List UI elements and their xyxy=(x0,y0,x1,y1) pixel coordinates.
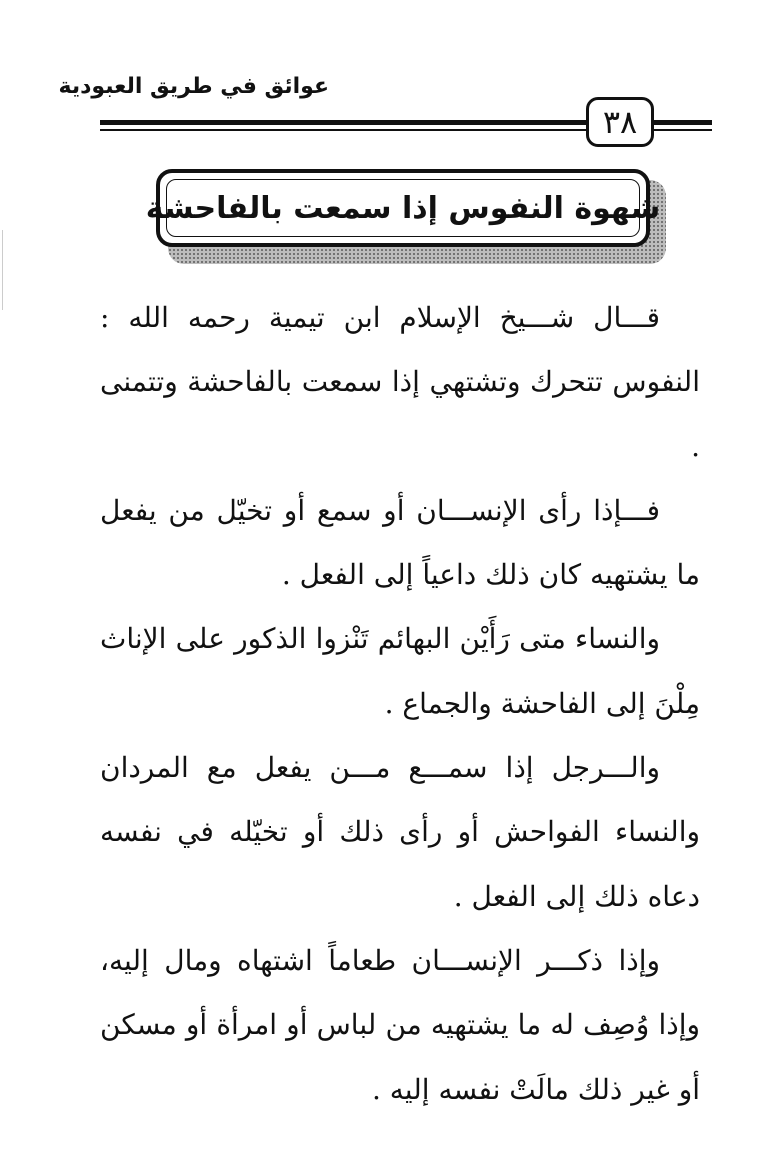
scan-edge-mark xyxy=(2,230,3,310)
header-rule-thick-right xyxy=(654,120,712,125)
body-text xyxy=(100,286,700,1122)
running-header-title: عوائق في طريق العبودية xyxy=(58,74,329,99)
paragraph: فـــإذا رأى الإنســـان أو سمع أو تخيّل من يفعل ما يشتهيه كان ذلك داعياً إلى الفعل . xyxy=(100,493,700,592)
header-rule-thin-right xyxy=(654,129,712,131)
page-number-box xyxy=(586,97,654,147)
paragraph: والنساء متى رَأَيْن البهائم تَنْزوا الذكور على الإناث مِلْنَ إلى الفاحشة والجماع . xyxy=(100,622,700,720)
section-title: شهوة النفوس إذا سمعت بالفاحشة xyxy=(145,190,661,226)
section-title-box xyxy=(145,169,661,247)
paragraph: قـــال شـــيخ الإسلام ابن تيمية رحمه الله : النفوس تتحرك وتشتهي إذا سمعت بالفاحشة وتتمنى . xyxy=(100,301,700,463)
page-number: ٣٨ xyxy=(602,103,638,141)
paragraph: وإذا ذكـــر الإنســـان طعاماً اشتهاه ومال إليه، وإذا وُصِف له ما يشتهيه من لباس أو امرأة أو مسكن أو غير ذلك مالَتْ نفسه إليه . xyxy=(100,943,700,1106)
header-rule-thin-left xyxy=(100,129,586,131)
header-rule-thick-left xyxy=(100,120,586,125)
paragraph: والـــرجل إذا سمـــع مـــن يفعل مع المردان والنساء الفواحش أو رأى ذلك أو تخيّله في نفسه دعاه ذلك إلى الفعل . xyxy=(100,751,700,913)
